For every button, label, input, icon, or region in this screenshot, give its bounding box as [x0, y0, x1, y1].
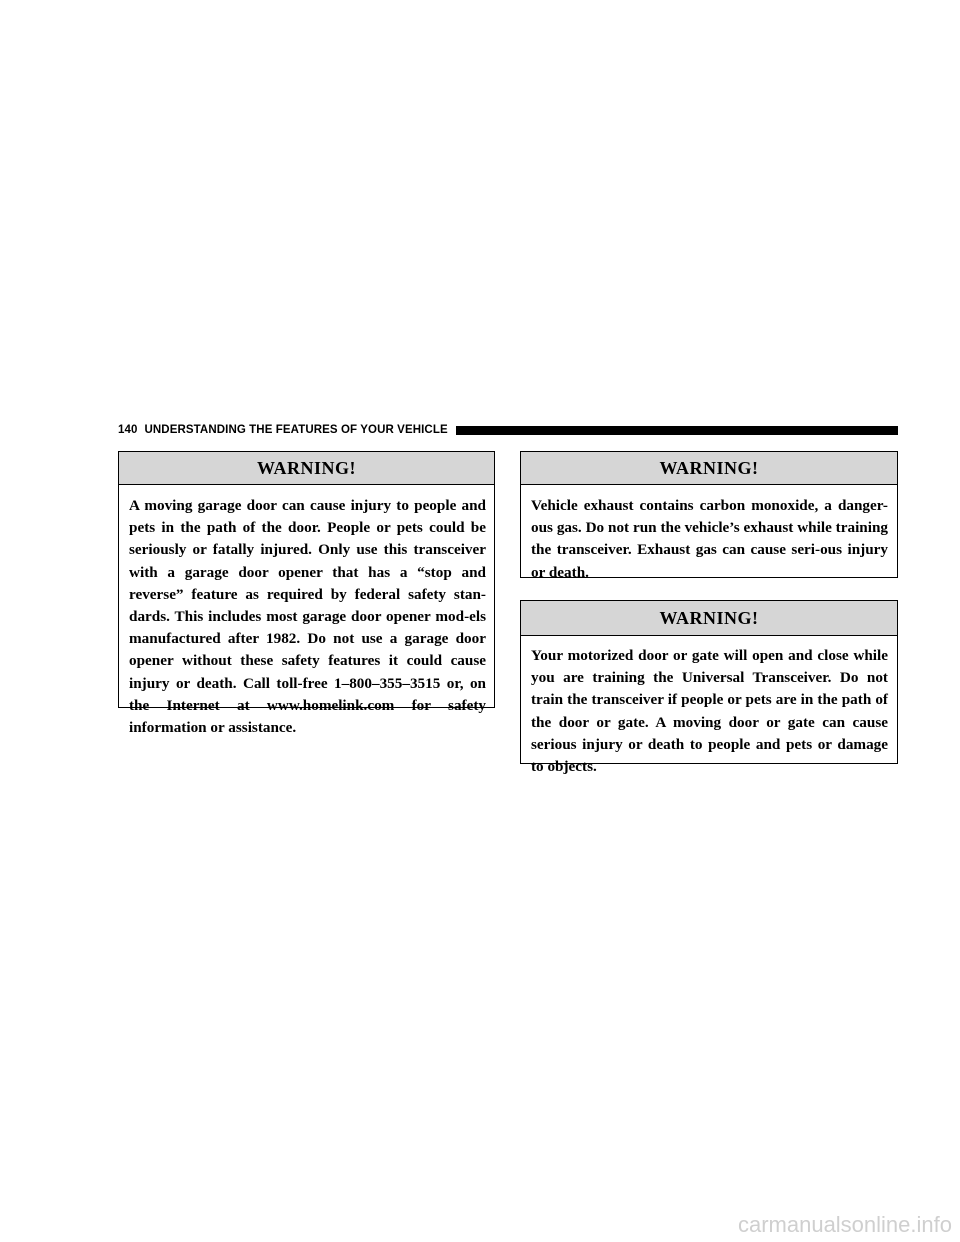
- page-header: [118, 422, 898, 438]
- warning-box-garage-door: [118, 451, 495, 737]
- warning-title: WARNING!: [521, 601, 897, 636]
- section-title: UNDERSTANDING THE FEATURES OF YOUR VEHICLE: [144, 424, 448, 436]
- warning-title: WARNING!: [521, 452, 897, 485]
- page-number: 140: [118, 424, 138, 436]
- warning-text: Vehicle exhaust contains carbon monoxide, a danger-ous gas. Do not run the vehicle’s exhaust while training the transceiver. Exhaust gas can cause seri-ous injury or death.: [531, 497, 888, 581]
- warning-box-exhaust: [520, 451, 898, 581]
- watermark: carmanualsonline.info: [737, 1212, 952, 1237]
- warning-box-motorized-door: [520, 600, 898, 776]
- warning-text: Your motorized door or gate will open and close while you are training the Universal Transceiver. Do not train the transceiver if people or pets are in the path of the door or gate. A moving door or gate can cause serious injury or death to people and pets or damage to objects.: [531, 647, 888, 776]
- header-rule: [456, 426, 898, 435]
- warning-title: WARNING!: [119, 452, 494, 485]
- warning-text: A moving garage door can cause injury to people and pets in the path of the door. People or pets could be seriously or fatally injured. Only use this transceiver with a garage door opener that has a “stop and reverse” feature as required by federal safety stan-dards. This includes most garage door opener mod-els manufactured after 1982. Do not use a garage door opener without these safety features it could cause injury or death. Call toll-free 1–800–355–3515 or, on the Internet at www.homelink.com for safety information or assistance.: [129, 497, 486, 737]
